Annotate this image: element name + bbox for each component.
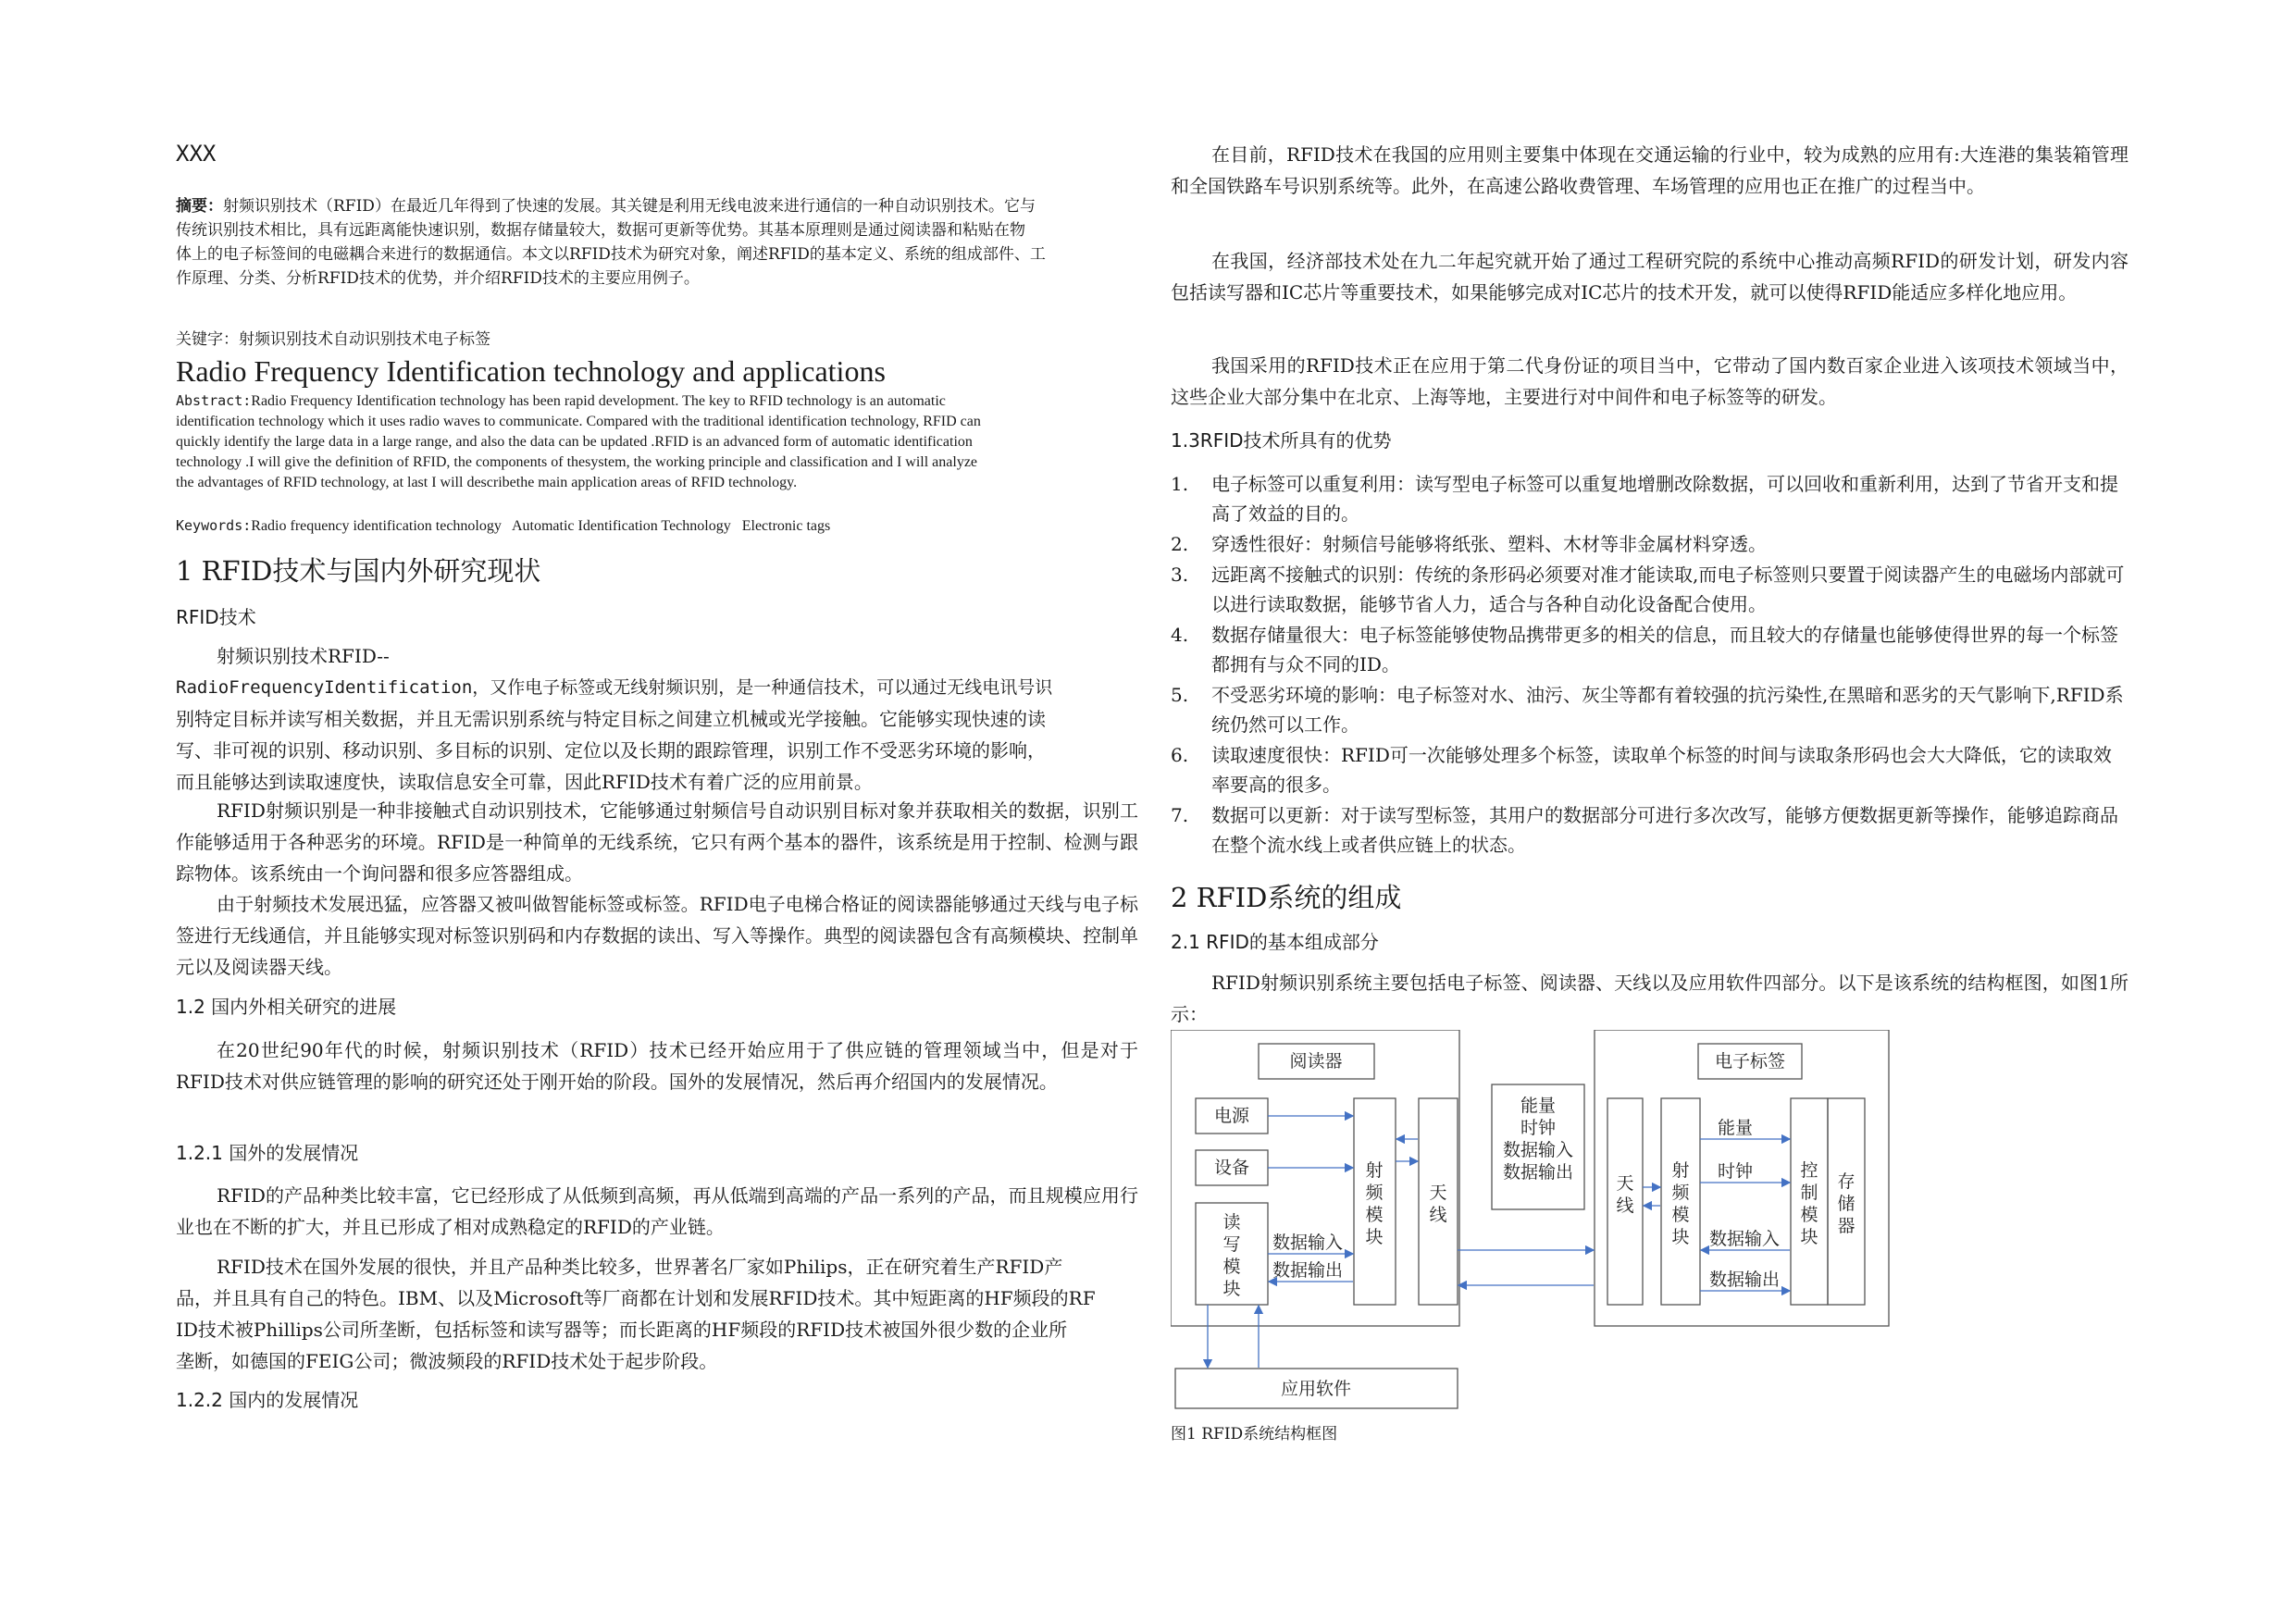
tag-rf-char: 频 — [1671, 1183, 1690, 1203]
figure-caption: 图1 RFID系统结构框图 — [1171, 1425, 1338, 1443]
memory-char: 储 — [1837, 1194, 1855, 1214]
abstract-cn — [176, 194, 1148, 291]
right-para-2: 在我国，经济部技术处在九二年起究就开始了通过工程研究院的系统中心推动高频RFID的研发计划，研发内容包括读写器和IC芯片等重要技术，如果能够完成对IC芯片的技术开发，就可以使得RFID能适应多样化地应用。 — [1171, 250, 2128, 304]
rf-module-char: 射 — [1365, 1160, 1384, 1181]
section-1-para-2: RFID射频识别是一种非接触式自动识别技术，它能够通过射频信号自动识别目标对象并获取相关的数据，识别工作能够适用于各种恶劣的环境。RFID是一种简单的无线系统，它只有两个基本的器件，该系统是用于控制、检测与跟踪物体。该系统由一个询问器和很多应答器组成。 — [176, 799, 1138, 885]
para-line: RadioFrequencyIdentification，又作电子标签或无线射频识别，是一种通信技术，可以通过无线电讯号识 — [176, 677, 1053, 698]
device-label: 设备 — [1213, 1158, 1250, 1178]
list-text: 读取速度很快：RFID可一次能够处理多个标签，读取单个标签的时间与读取条形码也会大大降低，它的读取效率要高的很多。 — [1211, 744, 2112, 796]
subsection-1-2-1-heading: 1.2.1 国外的发展情况 — [176, 1142, 359, 1164]
rw-module-char: 模 — [1222, 1257, 1241, 1277]
tag-rf-char: 块 — [1671, 1227, 1690, 1247]
list-number: 6. — [1171, 744, 1189, 766]
control-char: 控 — [1800, 1160, 1818, 1181]
list-text: 数据可以更新：对于读写型标签，其用户的数据部分可进行多次改写，能够方便数据更新等操作，能够追踪商品在整个流水线上或者供应链上的状态。 — [1211, 804, 2118, 856]
energy-label: 能量 — [1717, 1118, 1754, 1138]
keywords-cn — [176, 326, 490, 349]
keywords-en-text: Radio frequency identification technology Automatic Identification Technology Electronic tags — [251, 518, 831, 534]
data-out-label: 数据输出 — [1272, 1260, 1344, 1281]
section-1-para-3: 由于射频技术发展迅猛，应答器又被叫做智能标签或标签。RFID电子电梯合格证的阅读器能够通过天线与电子标签进行无线通信，并且能够实现对标签识别码和内存数据的读出、写入等操作。典型的阅读器包含有高频模块、控制单元以及阅读器天线。 — [176, 893, 1138, 978]
list-number: 2. — [1171, 533, 1189, 555]
subsection-1-3-heading: 1.3RFID技术所具有的优势 — [1171, 429, 1392, 452]
doc-label: XXX — [176, 141, 217, 167]
list-number: 1. — [1171, 473, 1189, 495]
para-line: 别特定目标并读写相关数据，并且无需识别系统与特定目标之间建立机械或光学接触。它能够实现快速的读 — [176, 708, 1046, 730]
subsection-2-1-heading: 2.1 RFID的基本组成部分 — [1171, 931, 1379, 953]
keywords-cn-text: 射频识别技术自动识别技术电子标签 — [239, 330, 490, 349]
para-line: RFID技术在国外发展的很快，并且产品种类比较多，世界著名厂家如Philips，正在研究着生产RFID产 — [217, 1256, 1063, 1278]
signal-label: 数据输出 — [1502, 1162, 1574, 1183]
abstract-en-line: technology .I will give the definition of RFID, the components of thesystem, the working principle and classification and I will analyze — [176, 454, 978, 470]
reader-title: 阅读器 — [1289, 1051, 1343, 1072]
list-item — [1171, 740, 2128, 799]
right-para-1: 在目前，RFID技术在我国的应用则主要集中体现在交通运输的行业中，较为成熟的应用有:大连港的集装箱管理和全国铁路车号识别系统等。此外，在高速公路收费管理、车场管理的应用也正在推广的过程当中。 — [1171, 143, 2128, 197]
english-title: Radio Frequency Identification technology and applications — [176, 354, 886, 388]
subsection-rfid-heading: RFID技术 — [176, 606, 256, 628]
subsection-1-2-heading: 1.2 国内外相关研究的进展 — [176, 996, 397, 1018]
advantages-list — [1171, 469, 2128, 861]
tag-antenna-char: 天 — [1616, 1173, 1634, 1194]
abstract-en-label: Abstract: — [176, 392, 252, 409]
list-number: 5. — [1171, 684, 1189, 706]
list-item — [1171, 620, 2128, 679]
abstract-cn-line: 传统识别技术相比，具有远距离能快速识别，数据存储量较大，数据可更新等优势。其基本原理则是通过阅读器和粘贴在物 — [176, 221, 1025, 240]
app-software-label: 应用软件 — [1280, 1379, 1352, 1399]
section-2-1-para: RFID射频识别系统主要包括电子标签、阅读器、天线以及应用软件四部分。以下是该系统的结构框图，如图1所示： — [1171, 972, 2128, 1025]
list-item — [1171, 800, 2128, 860]
control-char: 块 — [1800, 1227, 1818, 1247]
abstract-en-line: quickly identify the large data in a large range, and also the data can be updated .RFID is an advanced form of automatic identification — [176, 434, 973, 450]
para-line: 垄断，如德国的FEIG公司；微波频段的RFID技术处于起步阶段。 — [176, 1350, 718, 1372]
abstract-cn-line: 射频识别技术（RFID）在最近几年得到了快速的发展。其关键是利用无线电波来进行通信的一种自动识别技术。它与 — [223, 197, 1036, 216]
memory-char: 器 — [1837, 1216, 1855, 1236]
list-text: 数据存储量很大：电子标签能够使物品携带更多的相关的信息，而且较大的存储量也能够使得世界的每一个标签都拥有与众不同的ID。 — [1211, 624, 2118, 675]
list-text: 电子标签可以重复利用：读写型电子标签可以重复地增删改除数据，可以回收和重新利用，达到了节省开支和提高了效益的目的。 — [1211, 473, 2118, 525]
para-line: 写、非可视的识别、移动识别、多目标的识别、定位以及长期的跟踪管理，识别工作不受恶劣环境的影响， — [176, 739, 1046, 762]
section-1-2-1-para-1: RFID的产品种类比较丰富，它已经形成了从低频到高频，再从低端到高端的产品一系列的产品，而且规模应用行业也在不断的扩大，并且已形成了相对成熟稳定的RFID的产业链。 — [176, 1184, 1138, 1238]
antenna-char: 线 — [1429, 1205, 1447, 1225]
tag-rf-char: 射 — [1671, 1160, 1690, 1181]
keywords-cn-label: 关键字： — [176, 330, 239, 349]
tag-title: 电子标签 — [1714, 1051, 1786, 1072]
subsection-1-2-2-heading: 1.2.2 国内的发展情况 — [176, 1389, 359, 1411]
abstract-en-line: Radio Frequency Identification technology has been rapid development. The key to RFID technology is an automatic — [251, 393, 946, 409]
tag-data-out-label: 数据输出 — [1708, 1270, 1781, 1290]
rw-module-char: 块 — [1222, 1279, 1241, 1299]
abstract-en-line: identification technology which it uses radio waves to communicate. Compared with the traditional identification technology, RFID can — [176, 414, 981, 429]
section-1-2-para: 在20世纪90年代的时候，射频识别技术（RFID）技术已经开始应用于了供应链的管理领域当中，但是对于RFID技术对供应链管理的影响的研究还处于刚开始的阶段。国外的发展情况，然后再介绍国内的发展情况。 — [176, 1039, 1138, 1093]
abstract-cn-line: 体上的电子标签间的电磁耦合来进行的数据通信。本文以RFID技术为研究对象，阐述RFID的基本定义、系统的组成部件、工 — [176, 245, 1046, 264]
memory-char: 存 — [1837, 1171, 1855, 1192]
control-char: 模 — [1800, 1205, 1818, 1225]
list-item — [1171, 680, 2128, 739]
list-text: 不受恶劣环境的影响：电子标签对水、油污、灰尘等都有着较强的抗污染性,在黑暗和恶劣的天气影响下,RFID系统仍然可以工作。 — [1211, 684, 2124, 736]
keywords-en-label: Keywords: — [176, 517, 252, 534]
data-in-label: 数据输入 — [1272, 1233, 1344, 1253]
abstract-en — [176, 390, 1157, 493]
list-number: 3. — [1171, 564, 1189, 586]
para-line: ID技术被Phillips公司所垄断，包括标签和读写器等；而长距离的HF频段的RFID技术被国外很少数的企业所 — [176, 1319, 1068, 1341]
list-item — [1171, 560, 2128, 619]
keywords-en — [176, 515, 830, 537]
section-2-heading: 2 RFID系统的组成 — [1171, 882, 1402, 913]
para-line: 而且能够达到读取速度快，读取信息安全可靠，因此RFID技术有着广泛的应用前景。 — [176, 771, 873, 793]
list-text: 远距离不接触式的识别：传统的条形码必须要对准才能读取,而电子标签则只要置于阅读器产生的电磁场内部就可以进行读取数据，能够节省人力，适合与各种自动化设备配合使用。 — [1211, 564, 2125, 615]
list-item — [1171, 469, 2128, 528]
abstract-cn-label: 摘要： — [176, 197, 223, 216]
power-label: 电源 — [1213, 1106, 1250, 1126]
rf-module-char: 频 — [1365, 1183, 1384, 1203]
list-number: 4. — [1171, 624, 1189, 646]
tag-rf-char: 模 — [1671, 1205, 1690, 1225]
list-number: 7. — [1171, 804, 1189, 826]
rw-module-char: 写 — [1222, 1234, 1241, 1255]
list-text: 穿透性很好：射频信号能够将纸张、塑料、木材等非金属材料穿透。 — [1211, 533, 1767, 555]
signal-label: 能量 — [1520, 1096, 1557, 1116]
rfid-structure-diagram — [1171, 1030, 1902, 1419]
rf-module-char: 块 — [1365, 1227, 1384, 1247]
clock-label: 时钟 — [1717, 1161, 1754, 1182]
list-item — [1171, 529, 2128, 559]
abstract-en-line: the advantages of RFID technology, at last I will describethe main application areas of RFID technology. — [176, 475, 798, 490]
section-1-para-1 — [176, 640, 1138, 798]
rf-module-char: 模 — [1365, 1205, 1384, 1225]
right-para-3: 我国采用的RFID技术正在应用于第二代身份证的项目当中，它带动了国内数百家企业进入该项技术领域当中，这些企业大部分集中在北京、上海等地，主要进行对中间件和电子标签等的研发。 — [1171, 354, 2128, 408]
para-line: 射频识别技术RFID-- — [217, 645, 390, 667]
control-char: 制 — [1800, 1183, 1818, 1203]
section-1-heading: 1 RFID技术与国内外研究现状 — [176, 555, 541, 587]
rw-module-char: 读 — [1222, 1212, 1241, 1233]
para-line: 品，并且具有自己的特色。IBM、以及Microsoft等厂商都在计划和发展RFID技术。其中短距离的HF频段的RF — [176, 1287, 1096, 1309]
section-1-2-1-para-2 — [176, 1251, 1157, 1377]
signal-label: 数据输入 — [1502, 1140, 1574, 1160]
antenna-char: 天 — [1429, 1183, 1447, 1203]
signal-label: 时钟 — [1520, 1118, 1557, 1138]
tag-antenna-char: 线 — [1616, 1196, 1634, 1216]
abstract-cn-line: 作原理、分类、分析RFID技术的优势，并介绍RFID技术的主要应用例子。 — [176, 269, 700, 288]
tag-data-in-label: 数据输入 — [1708, 1229, 1781, 1249]
